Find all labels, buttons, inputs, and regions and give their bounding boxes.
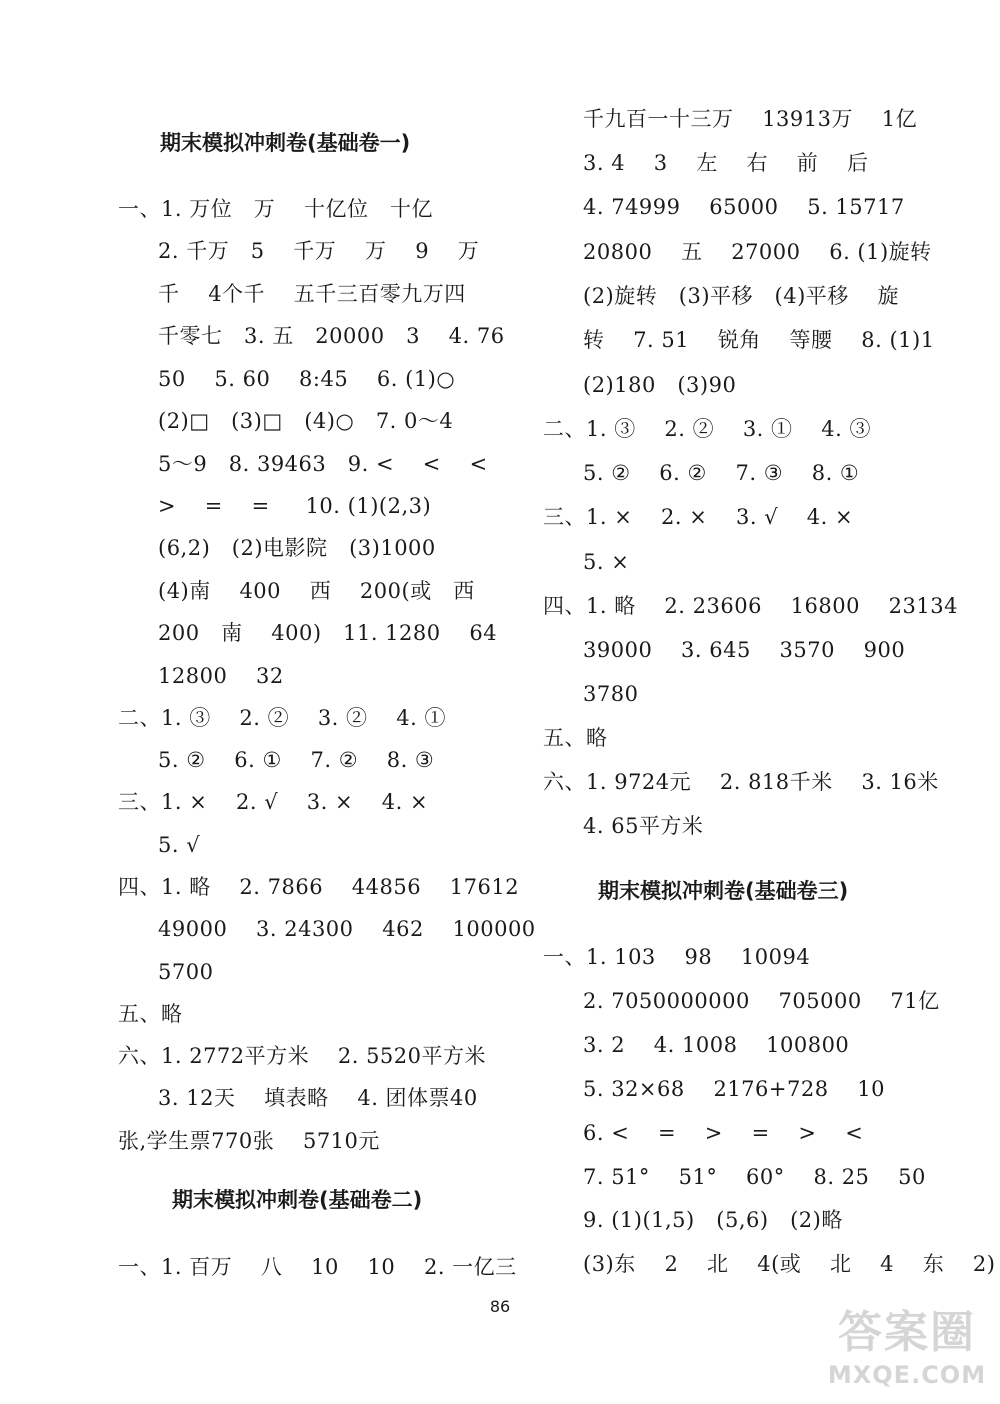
answer-line: 一、1. 万位 万 十亿位 十亿	[118, 197, 433, 221]
answer-line: 三、1. × 2. √ 3. × 4. ×	[118, 790, 429, 814]
watermark-text: 答案圈	[838, 1307, 976, 1358]
answer-line: 三、1. × 2. × 3. √ 4. ×	[543, 505, 854, 529]
answer-line: 4. 65平方米	[583, 814, 704, 838]
answer-line: 二、1. ③ 2. ② 3. ② 4. ①	[118, 706, 446, 730]
answer-line: 3. 2 4. 1008 100800	[583, 1033, 850, 1057]
answer-line: 3780	[583, 682, 639, 706]
answer-line: 五、略	[543, 726, 608, 750]
answer-line: 一、1. 百万 八 10 10 2. 一亿三	[118, 1255, 517, 1279]
answer-line: 四、1. 略 2. 23606 16800 23134	[543, 594, 958, 618]
answer-line: 5. 32×68 2176+728 10	[583, 1077, 885, 1101]
section-title-basic-1: 期末模拟冲刺卷(基础卷一)	[160, 131, 411, 155]
watermark-url: MXQE.COM	[827, 1361, 987, 1389]
answer-line: 49000 3. 24300 462 100000	[158, 917, 536, 941]
answer-line: 5～9 8. 39463 9. < < <	[158, 452, 488, 476]
section-title-basic-3: 期末模拟冲刺卷(基础卷三)	[598, 879, 849, 903]
answer-line: 张,学生票770张 5710元	[118, 1129, 380, 1153]
answer-line: 六、1. 9724元 2. 818千米 3. 16米	[543, 770, 939, 794]
answer-line: 200 南 400) 11. 1280 64	[158, 621, 498, 645]
answer-line: 3. 12天 填表略 4. 团体票40	[158, 1086, 478, 1110]
answer-line: 一、1. 103 98 10094	[543, 945, 811, 969]
watermark-logo	[822, 1308, 992, 1396]
answer-line: 二、1. ③ 2. ② 3. ① 4. ③	[543, 417, 871, 441]
answer-line: 6. < = > = > <	[583, 1121, 864, 1145]
answer-line: (6,2) (2)电影院 (3)1000	[158, 536, 436, 560]
answer-line: (2)□ (3)□ (4)○ 7. 0～4	[158, 409, 454, 433]
answer-line: 39000 3. 645 3570 900	[583, 638, 906, 662]
answer-line: 5. ×	[583, 550, 630, 574]
answer-line: 5700	[158, 960, 214, 984]
page-number: 86	[489, 1297, 511, 1316]
answer-line: (2)180 (3)90	[583, 373, 737, 397]
answer-line: 千 4个千 五千三百零九万四	[158, 282, 466, 306]
answer-line: 4. 74999 65000 5. 15717	[583, 195, 905, 219]
answer-line: 9. (1)(1,5) (5,6) (2)略	[583, 1208, 843, 1232]
answer-line: 千九百一十三万 13913万 1亿	[583, 107, 918, 131]
answer-line: (2)旋转 (3)平移 (4)平移 旋	[583, 284, 899, 308]
answer-line: 2. 7050000000 705000 71亿	[583, 989, 940, 1013]
answer-line: 5. √	[158, 833, 201, 857]
answer-line: 5. ② 6. ① 7. ② 8. ③	[158, 748, 435, 772]
answer-line: 千零七 3. 五 20000 3 4. 76	[158, 324, 505, 348]
answer-line: 50 5. 60 8:45 6. (1)○	[158, 367, 456, 391]
answer-line: 2. 千万 5 千万 万 9 万	[158, 239, 480, 263]
answer-line: (3)东 2 北 4(或 北 4 东 2)	[583, 1252, 996, 1276]
answer-line: 7. 51° 51° 60° 8. 25 50	[583, 1165, 926, 1189]
answer-line: 20800 五 27000 6. (1)旋转	[583, 240, 932, 264]
answer-line: > = = 10. (1)(2,3)	[158, 494, 432, 518]
answer-line: 12800 32	[158, 664, 284, 688]
answer-line: 五、略	[118, 1002, 183, 1026]
answer-line: 5. ② 6. ② 7. ③ 8. ①	[583, 461, 860, 485]
section-title-basic-2: 期末模拟冲刺卷(基础卷二)	[172, 1188, 423, 1212]
answer-line: 转 7. 51 锐角 等腰 8. (1)1	[583, 328, 935, 352]
answer-line: 四、1. 略 2. 7866 44856 17612	[118, 875, 520, 899]
answer-line: 六、1. 2772平方米 2. 5520平方米	[118, 1044, 487, 1068]
answer-line: (4)南 400 西 200(或 西	[158, 579, 475, 603]
answer-line: 3. 4 3 左 右 前 后	[583, 151, 869, 175]
